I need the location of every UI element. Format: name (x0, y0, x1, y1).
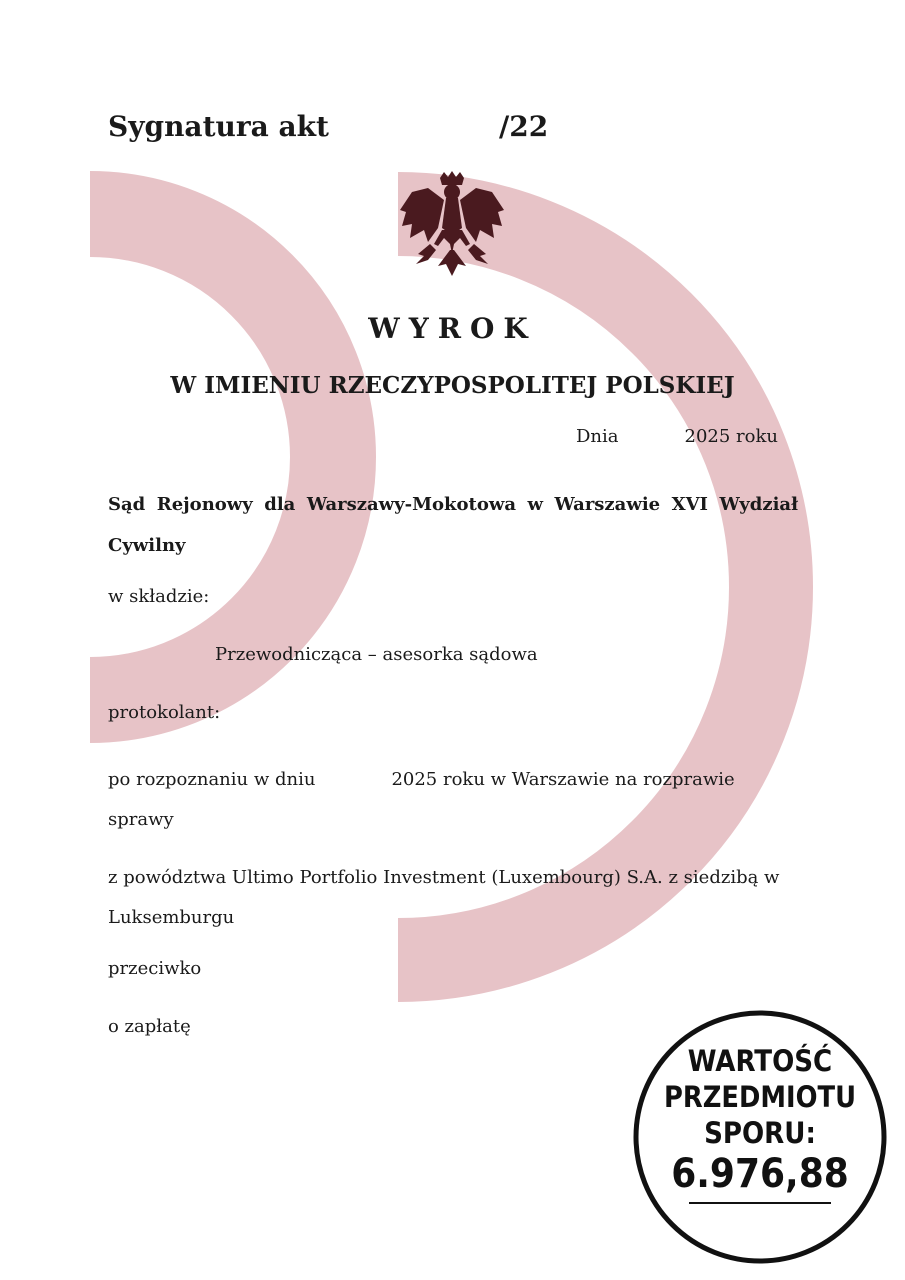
case-subject: o zapłatę (108, 1016, 191, 1037)
date-prefix: Dnia (576, 426, 619, 447)
date-suffix: 2025 roku (684, 426, 778, 447)
signature-suffix: /22 (498, 110, 549, 143)
judgment-date (576, 426, 778, 447)
clerk-label: protokolant: (108, 702, 221, 723)
hearing-suffix: 2025 roku w Warszawie na rozprawie sprawy (108, 769, 735, 830)
defendant-label: przeciwko (108, 958, 202, 979)
stamp-line-3: SPORU: (704, 1116, 816, 1150)
case-signature (108, 110, 548, 143)
stamp-line-2: PRZEDMIOTU (664, 1080, 856, 1114)
signature-label: Sygnatura akt (108, 110, 329, 143)
presiding-judge: Przewodnicząca – asesorka sądowa (215, 644, 538, 665)
plaintiff-info: z powództwa Ultimo Portfolio Investment (Luxembourg) S.A. z siedzibą w Luksemburgu (108, 867, 780, 928)
polish-eagle-emblem-icon (394, 170, 510, 282)
hearing-prefix: po rozpoznaniu w dniu (108, 769, 316, 790)
hearing-info (108, 760, 798, 840)
court-name: Sąd Rejonowy dla Warszawy-Mokotowa w Warszawie XVI Wydział Cywilny (108, 494, 798, 556)
dispute-value-stamp (631, 1007, 889, 1267)
document-title: WYROK (368, 312, 537, 345)
stamp-line-1: WARTOŚĆ (687, 1044, 833, 1078)
document-subtitle: W IMIENIU RZECZYPOSPOLITEJ POLSKIEJ (170, 372, 735, 399)
stamp-amount: 6.976,88 (671, 1151, 849, 1197)
composition-label: w składzie: (108, 586, 210, 607)
